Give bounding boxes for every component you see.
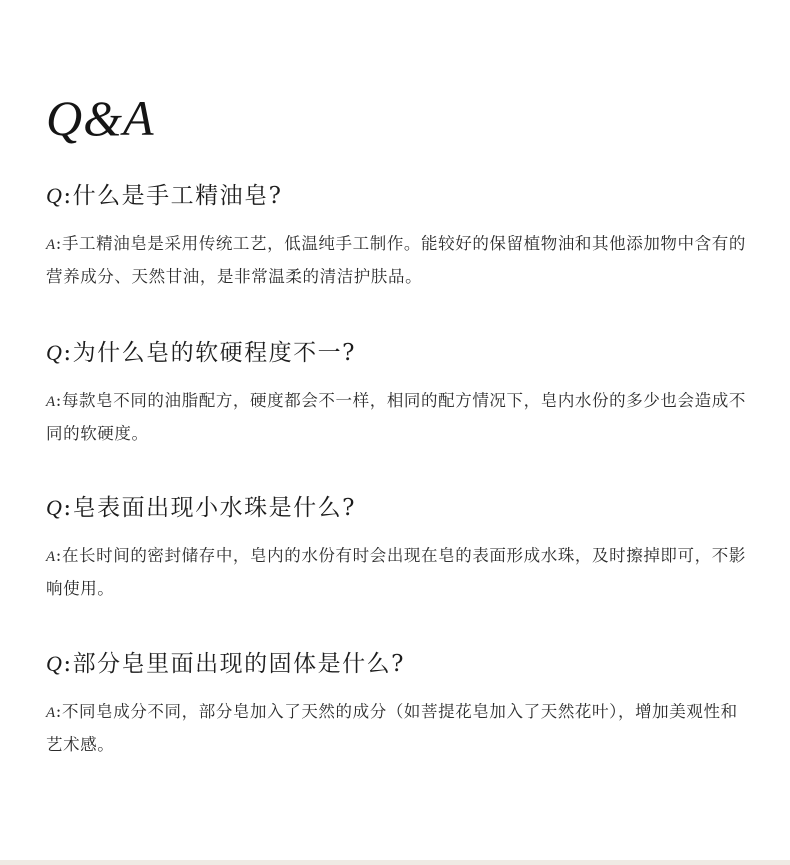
question-text: 皂表面出现小水珠是什么? <box>72 495 356 521</box>
question-text: 为什么皂的软硬程度不一? <box>72 340 356 366</box>
question-label: Q <box>46 340 64 365</box>
question-1 <box>46 180 746 212</box>
answer-label: A <box>46 549 56 565</box>
answer-text: 手工精油皂是采用传统工艺，低温纯手工制作。能较好的保留植物油和其他添加物中含有的营养成分、天然甘油，是非常温柔的清洁护肤品。 <box>46 234 746 286</box>
colon: : <box>63 183 73 209</box>
answer-label: A <box>46 394 56 410</box>
answer-label: A <box>46 705 56 721</box>
qa-item-1 <box>46 180 746 292</box>
qa-item-2 <box>46 337 746 449</box>
qa-item-3 <box>46 492 746 604</box>
question-2 <box>46 337 746 369</box>
question-label: Q <box>46 651 64 676</box>
colon: : <box>55 546 62 565</box>
qa-item-4 <box>46 648 746 760</box>
answer-1 <box>46 228 746 292</box>
question-text: 什么是手工精油皂? <box>72 183 283 209</box>
colon: : <box>63 340 73 366</box>
page-title: Q&A <box>46 90 155 146</box>
colon: : <box>55 702 62 721</box>
question-4 <box>46 648 746 680</box>
bottom-divider <box>0 860 790 865</box>
question-3 <box>46 492 746 524</box>
answer-label: A <box>46 237 56 253</box>
answer-text: 每款皂不同的油脂配方，硬度都会不一样，相同的配方情况下，皂内水份的多少也会造成不同的软硬度。 <box>46 391 746 443</box>
answer-text: 在长时间的密封储存中，皂内的水份有时会出现在皂的表面形成水珠，及时擦掉即可，不影响使用。 <box>46 546 746 598</box>
question-text: 部分皂里面出现的固体是什么? <box>72 651 405 677</box>
answer-text: 不同皂成分不同，部分皂加入了天然的成分（如菩提花皂加入了天然花叶），增加美观性和艺术感。 <box>46 702 738 754</box>
colon: : <box>55 391 62 410</box>
answer-3 <box>46 540 746 604</box>
colon: : <box>55 234 62 253</box>
answer-4 <box>46 696 746 760</box>
question-label: Q <box>46 495 64 520</box>
colon: : <box>63 651 73 677</box>
colon: : <box>63 495 73 521</box>
question-label: Q <box>46 183 64 208</box>
answer-2 <box>46 385 746 449</box>
